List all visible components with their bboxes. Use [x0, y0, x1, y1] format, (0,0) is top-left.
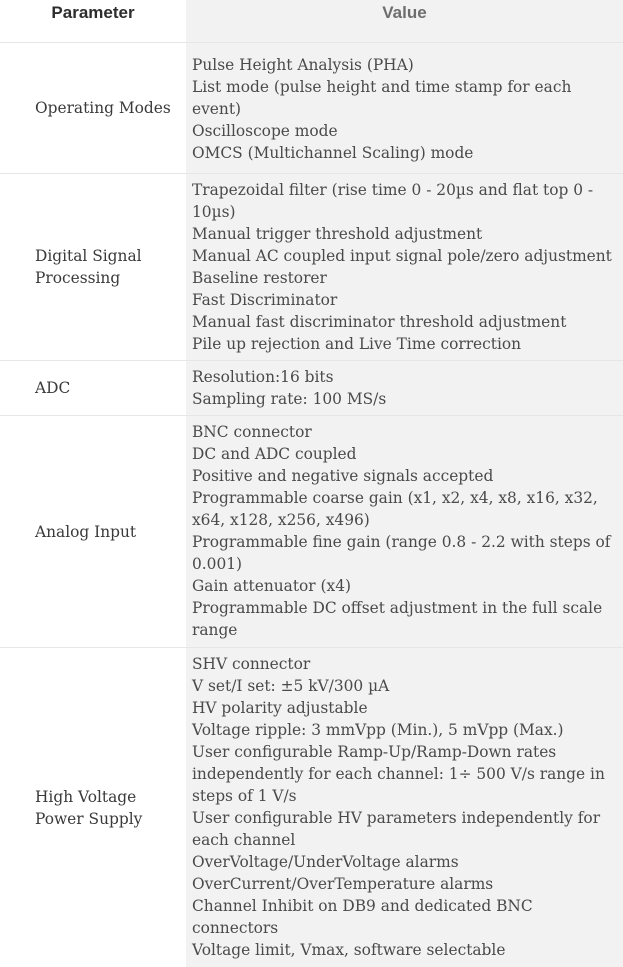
value-line: Manual AC coupled input signal pole/zero adjustment [192, 247, 612, 265]
parameter-cell [0, 174, 186, 360]
value-cell [186, 43, 623, 173]
value-line: BNC connector [192, 423, 312, 441]
value-line: Programmable fine gain (range 0.8 - 2.2 with steps of 0.001) [192, 533, 611, 573]
value-line: Pile up rejection and Live Time correction [192, 335, 522, 353]
value-cell [186, 648, 623, 967]
header-value: Value [186, 0, 623, 42]
value-line: Voltage ripple: 3 mmVpp (Min.), 5 mVpp (Max.) [192, 721, 564, 739]
parameter-cell [0, 648, 186, 967]
value-line: OverCurrent/OverTemperature alarms [192, 875, 494, 893]
value-line: Sampling rate: 100 MS/s [192, 390, 387, 408]
value-line: Positive and negative signals accepted [192, 467, 494, 485]
value-line: Fast Discriminator [192, 291, 338, 309]
value-line: Baseline restorer [192, 269, 327, 287]
value-line: User configurable HV parameters independently for each channel [192, 809, 601, 849]
value-line: Resolution:16 bits [192, 368, 334, 386]
value-line: List mode (pulse height and time stamp for each event) [192, 78, 572, 118]
value-line: DC and ADC coupled [192, 445, 357, 463]
value-line: V set/I set: ±5 kV/300 µA [192, 677, 390, 695]
value-line: Trapezoidal filter (rise time 0 - 20µs and flat top 0 - 10µs) [192, 181, 594, 221]
value-line: Programmable coarse gain (x1, x2, x4, x8, x16, x32, x64, x128, x256, x496) [192, 489, 598, 529]
value-line: Oscilloscope mode [192, 122, 338, 140]
value-line: OMCS (Multichannel Scaling) mode [192, 144, 474, 162]
parameter-cell [0, 43, 186, 173]
header-parameter: Parameter [0, 0, 186, 42]
value-line: Channel Inhibit on DB9 and dedicated BNC connectors [192, 897, 533, 937]
parameter-name: Operating Modes [35, 99, 171, 117]
table-header [0, 0, 623, 42]
table-row [0, 415, 623, 647]
value-line: Programmable DC offset adjustment in the full scale range [192, 599, 603, 639]
table-row [0, 647, 623, 967]
value-line: Pulse Height Analysis (PHA) [192, 56, 414, 74]
parameter-name: Digital Signal Processing [35, 247, 142, 287]
value-line: Manual fast discriminator threshold adjustment [192, 313, 567, 331]
parameter-name: High Voltage Power Supply [35, 787, 143, 828]
table-row [0, 42, 623, 173]
value-cell [186, 174, 623, 360]
value-line: SHV connector [192, 655, 311, 673]
parameter-name: ADC [35, 379, 71, 397]
parameter-cell [0, 361, 186, 415]
value-cell [186, 416, 623, 647]
value-line: Manual trigger threshold adjustment [192, 225, 483, 243]
parameter-cell [0, 416, 186, 647]
table-row [0, 173, 623, 360]
value-line: Gain attenuator (x4) [192, 577, 352, 595]
value-line: OverVoltage/UnderVoltage alarms [192, 853, 459, 871]
value-line: User configurable Ramp-Up/Ramp-Down rates independently for each channel: 1÷ 500 V/s range in steps of 1 V/s [192, 743, 605, 805]
value-line: Voltage limit, Vmax, software selectable [192, 941, 506, 959]
value-cell [186, 361, 623, 415]
value-line: HV polarity adjustable [192, 699, 368, 717]
parameter-name: Analog Input [35, 522, 137, 541]
table-row [0, 360, 623, 415]
